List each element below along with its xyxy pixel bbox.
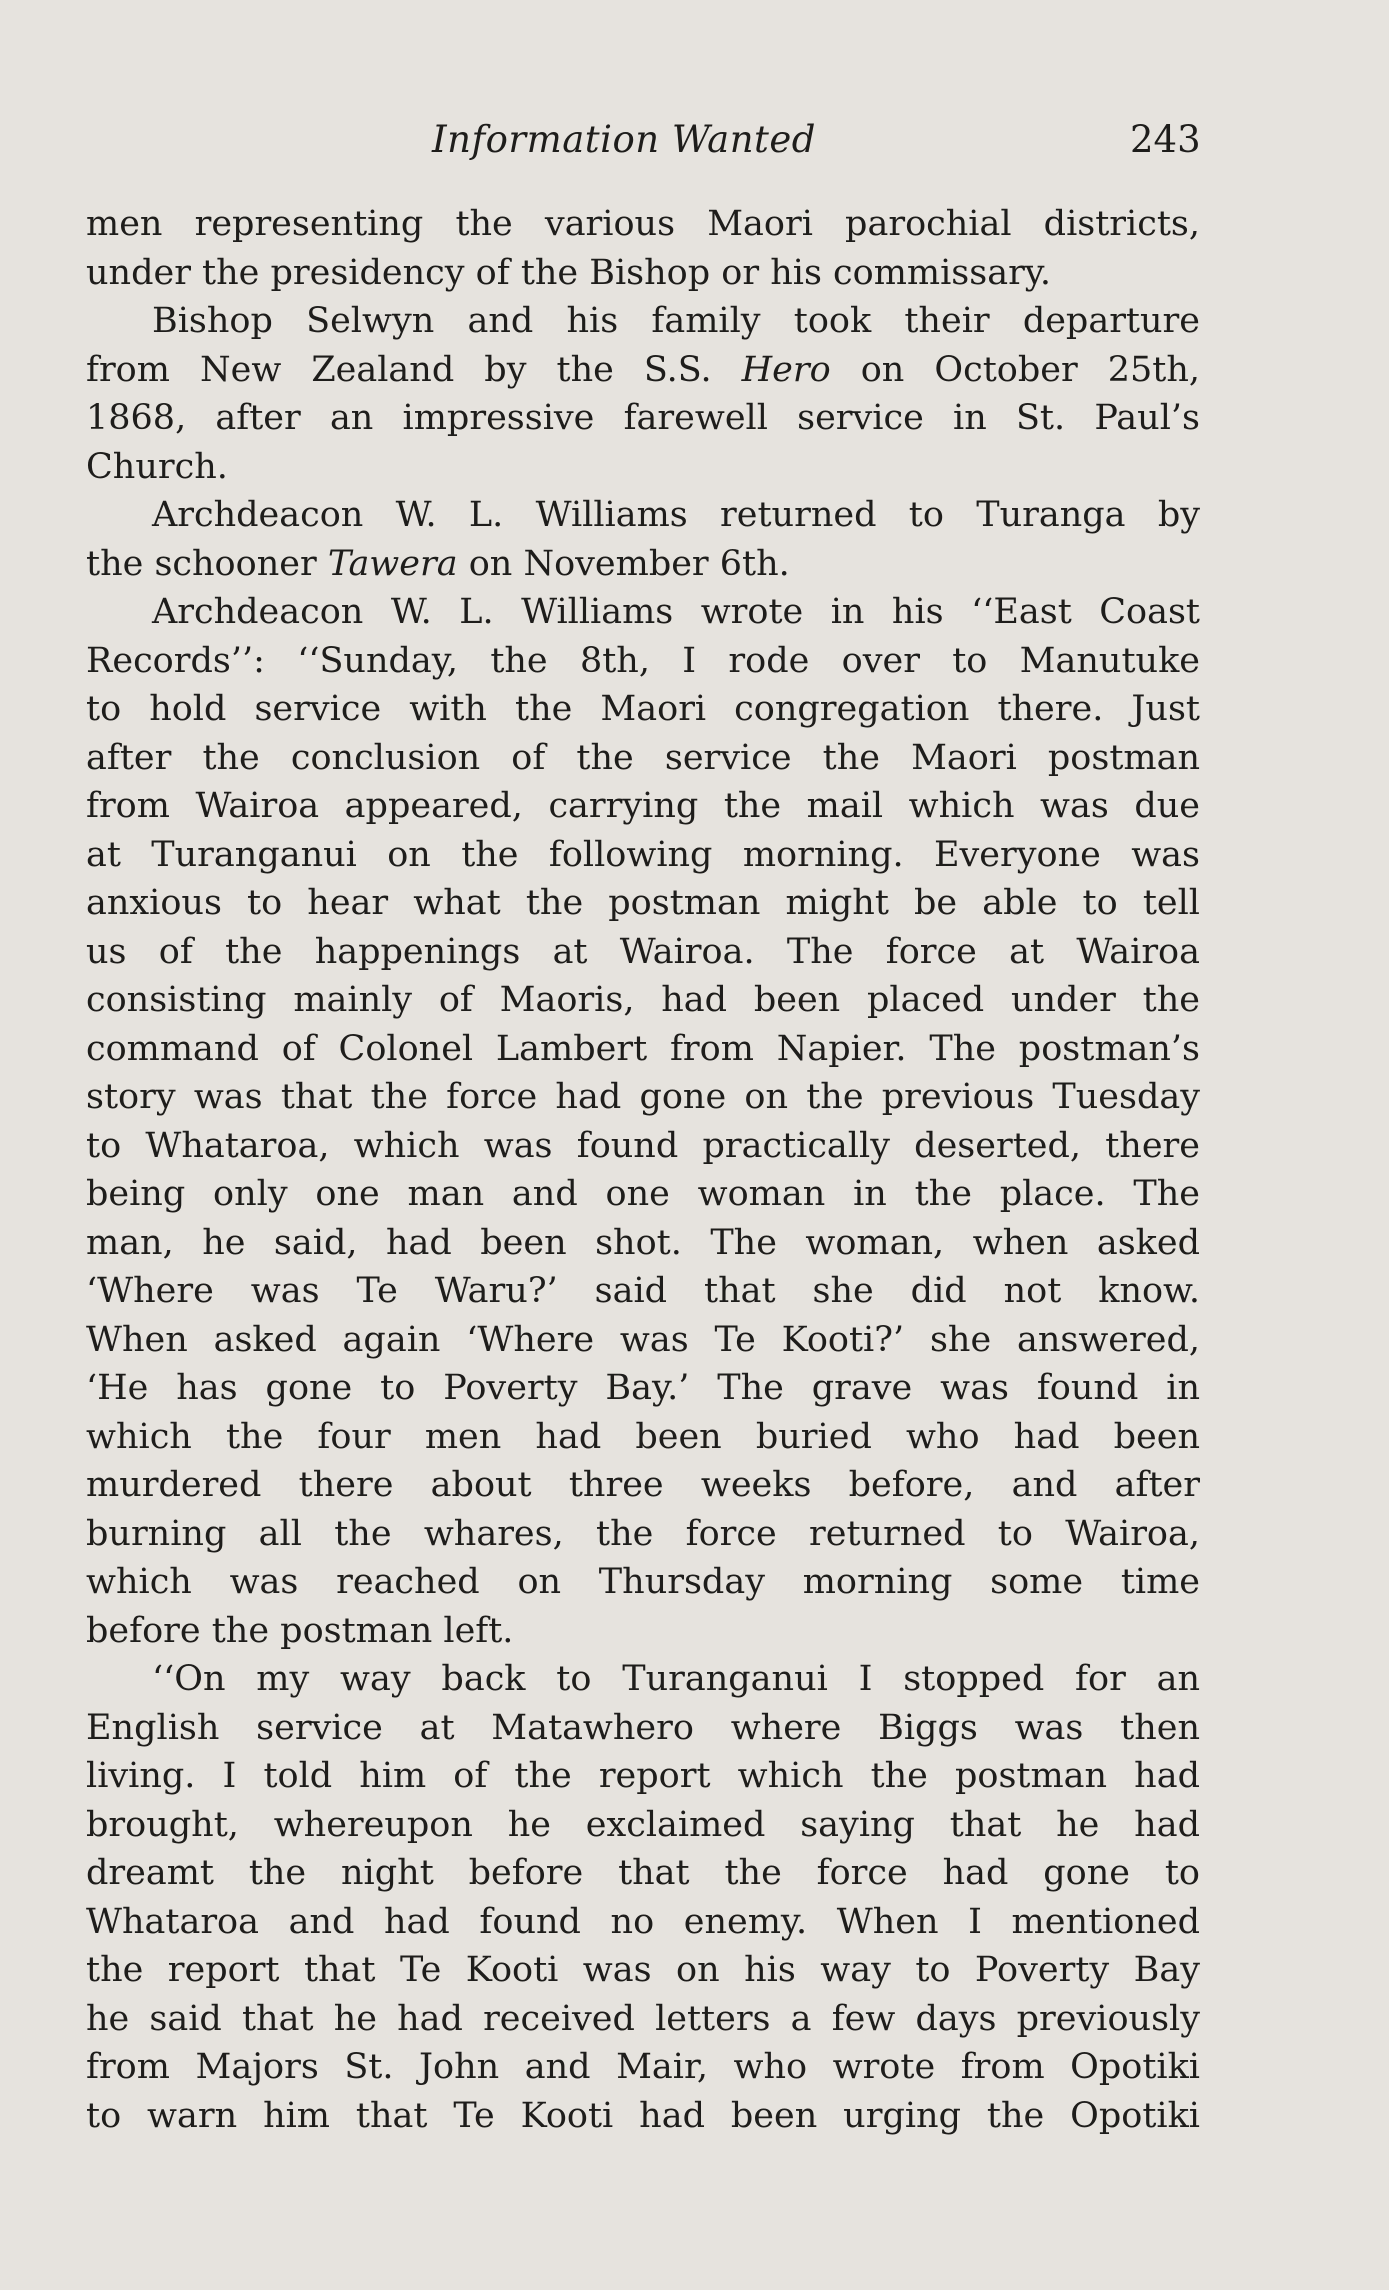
text-line: from Majors St. John and Mair, who wrote from Opotiki xyxy=(86,2047,1200,2087)
text-line: story was that the force had gone on the previous Tuesday xyxy=(86,1077,1200,1117)
text-line: anxious to hear what the postman might be able to tell xyxy=(86,883,1200,923)
page-number: 243 xyxy=(1130,118,1201,161)
text-line: at Turanganui on the following morning. Everyone was xyxy=(86,834,1200,875)
text-line: burning all the whares, the force returned to Wairoa, xyxy=(86,1513,1200,1554)
text-line: which was reached on Thursday morning some time xyxy=(86,1562,1200,1602)
text-line: Records’’: ‘‘Sunday, the 8th, I rode over to Manutuke xyxy=(86,640,1200,681)
text-line: from New Zealand by the S.S. Hero on October 25th, xyxy=(86,349,1200,390)
text-line: Church. xyxy=(86,446,228,487)
text-line: us of the happenings at Wairoa. The force at Wairoa xyxy=(86,931,1200,972)
text-line: ‘He has gone to Poverty Bay.’ The grave was found in xyxy=(86,1368,1200,1408)
text-line: under the presidency of the Bishop or his commissary. xyxy=(86,252,1052,293)
text-line: When asked again ‘Where was Te Kooti?’ she answered, xyxy=(86,1319,1200,1360)
text-line: English service at Matawhero where Biggs was then xyxy=(86,1707,1200,1748)
running-title: Information Wanted xyxy=(432,118,816,161)
text-line: which the four men had been buried who had been xyxy=(86,1416,1200,1457)
text-line: to hold service with the Maori congregation there. Just xyxy=(86,689,1200,729)
text-line: brought, whereupon he exclaimed saying that he had xyxy=(86,1804,1200,1845)
text-line: murdered there about three weeks before, and after xyxy=(86,1465,1200,1505)
text-line: man, he said, had been shot. The woman, when asked xyxy=(86,1222,1200,1263)
running-head xyxy=(0,118,1389,170)
text-line: before the postman left. xyxy=(86,1610,514,1651)
text-line: Whataroa and had found no enemy. When I mentioned xyxy=(86,1901,1200,1942)
text-line: Bishop Selwyn and his family took their departure xyxy=(152,301,1200,341)
text-line: the schooner Tawera on November 6th. xyxy=(86,543,790,584)
body-text xyxy=(86,200,1200,2140)
text-line: to warn him that Te Kooti had been urging the Opotiki xyxy=(86,2095,1200,2136)
ship-name: Tawera xyxy=(327,543,458,584)
text-line: 1868, after an impressive farewell service in St. Paul’s xyxy=(86,398,1200,438)
text-line: ‘‘On my way back to Turanganui I stopped for an xyxy=(152,1659,1200,1699)
text-line: dreamt the night before that the force had gone to xyxy=(86,1853,1200,1893)
text-line: living. I told him of the report which the postman had xyxy=(86,1756,1200,1796)
text-line: ‘Where was Te Waru?’ said that she did not know. xyxy=(86,1271,1200,1311)
text-line: command of Colonel Lambert from Napier. The postman’s xyxy=(86,1028,1200,1069)
text-line: from Wairoa appeared, carrying the mail which was due xyxy=(86,786,1200,826)
text-line: the report that Te Kooti was on his way to Poverty Bay xyxy=(86,1950,1200,1990)
text-line: being only one man and one woman in the place. The xyxy=(86,1174,1200,1214)
ship-name: Hero xyxy=(741,349,831,390)
text-line: men representing the various Maori parochial districts, xyxy=(86,204,1200,244)
text-line: after the conclusion of the service the Maori postman xyxy=(86,737,1200,778)
text-line: Archdeacon W. L. Williams returned to Turanga by xyxy=(152,495,1200,535)
text-line: he said that he had received letters a few days previously xyxy=(86,1998,1200,2039)
text-line: to Whataroa, which was found practically deserted, there xyxy=(86,1125,1200,1166)
text-line: Archdeacon W. L. Williams wrote in his ‘‘East Coast xyxy=(152,592,1200,632)
text-line: consisting mainly of Maoris, had been placed under the xyxy=(86,980,1200,1020)
